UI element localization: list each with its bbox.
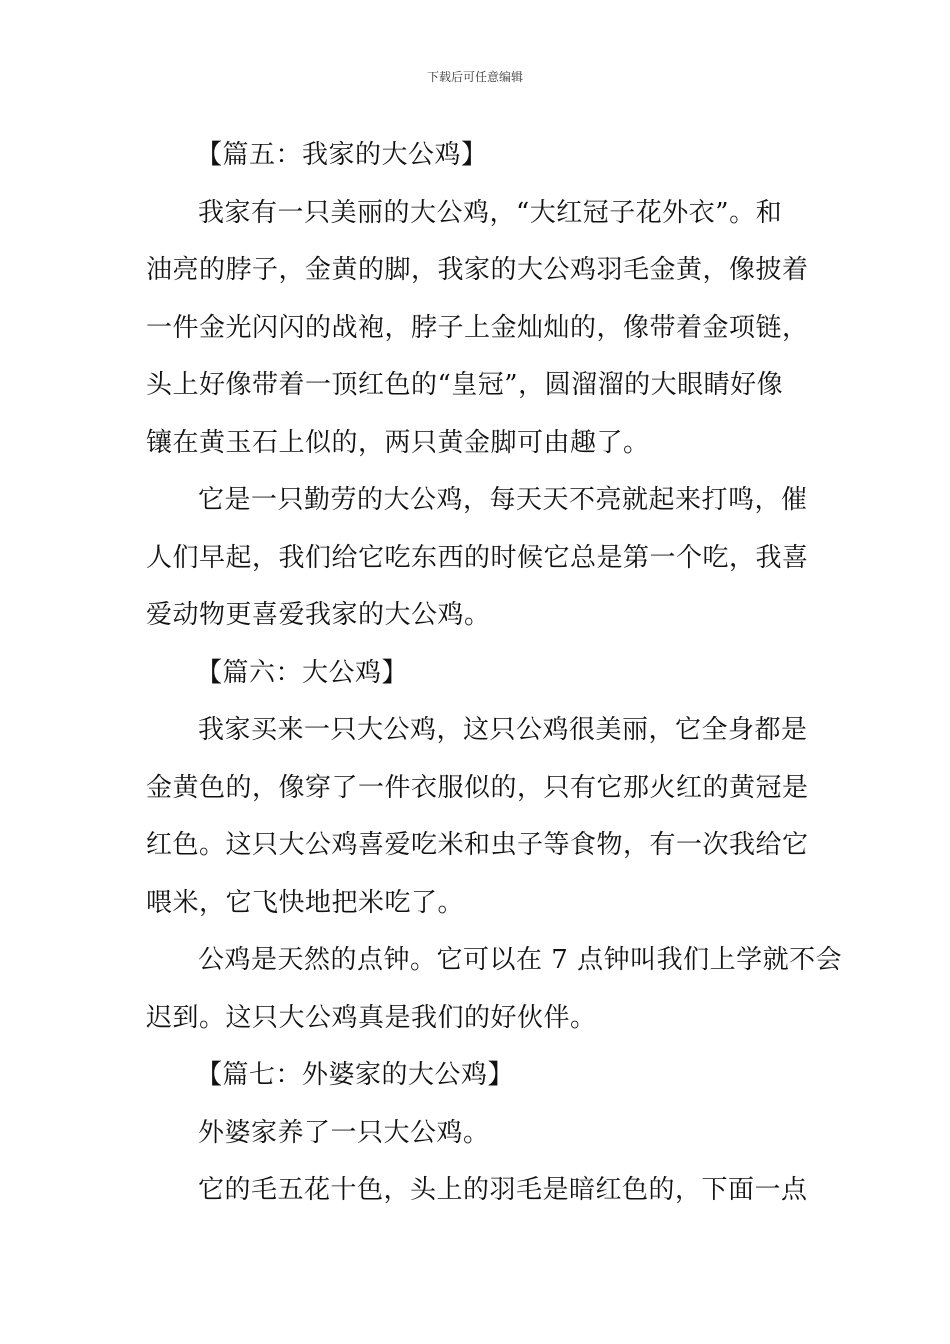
paragraph-line: 它是一只勤劳的大公鸡，每天天不亮就起来打鸣，催 bbox=[198, 485, 808, 515]
page-header: 下载后可任意编辑 bbox=[426, 70, 523, 84]
paragraph-line: 红色。这只大公鸡喜爱吃米和虫子等食物，有一次我给它 bbox=[146, 830, 809, 860]
paragraph-line: 我家有一只美丽的大公鸡，“大红冠子花外衣”。和 bbox=[198, 197, 783, 228]
paragraph-line: 迟到。这只大公鸡真是我们的好伙伴。 bbox=[146, 1002, 597, 1033]
paragraph-line: 头上好像带着一顶红色的“皇冠”，圆溜溜的大眼睛好像 bbox=[146, 370, 784, 400]
paragraph-line: 一件金光闪闪的战袍，脖子上金灿灿的，像带着金项链， bbox=[146, 312, 809, 343]
section-heading: 【篇六：大公鸡】 bbox=[196, 657, 409, 688]
paragraph-line: 爱动物更喜爱我家的大公鸡。 bbox=[146, 600, 491, 630]
paragraph-line: 外婆家养了一只大公鸡。 bbox=[198, 1117, 490, 1148]
paragraph-line: 我家买来一只大公鸡，这只公鸡很美丽，它全身都是 bbox=[198, 715, 808, 745]
section-heading: 【篇七：外婆家的大公鸡】 bbox=[196, 1060, 515, 1090]
section-heading: 【篇五：我家的大公鸡】 bbox=[196, 140, 488, 170]
paragraph-line: 人们早起，我们给它吃东西的时候它总是第一个吃，我喜 bbox=[146, 542, 809, 573]
paragraph-line: 喂米，它飞快地把米吃了。 bbox=[146, 887, 465, 918]
paragraph-line: 公鸡是天然的点钟。它可以在 7 点钟叫我们上学就不会 bbox=[198, 945, 843, 975]
paragraph-line: 它的毛五花十色，头上的羽毛是暗红色的，下面一点 bbox=[198, 1175, 808, 1205]
paragraph-line: 金黄色的，像穿了一件衣服似的，只有它那火红的黄冠是 bbox=[146, 772, 809, 803]
document-body bbox=[146, 127, 843, 1220]
paragraph-line: 油亮的脖子，金黄的脚，我家的大公鸡羽毛金黄，像披着 bbox=[146, 255, 809, 285]
paragraph-line: 镶在黄玉石上似的，两只黄金脚可由趣了。 bbox=[146, 427, 650, 458]
